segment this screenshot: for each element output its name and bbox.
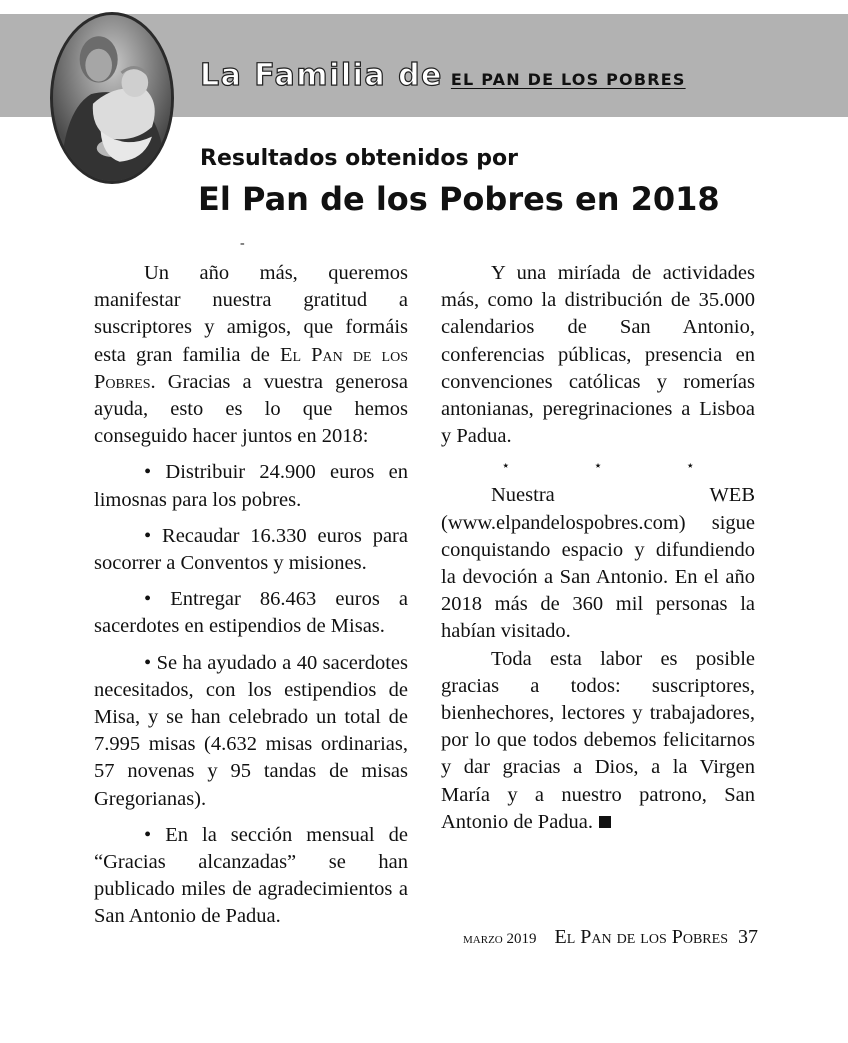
- closing-paragraph: [441, 646, 755, 836]
- web-paragraph: Nuestra WEB (www.elpandelospobres.com) sigue conquistando espacio y difundiendo la devoción a San Antonio. En el año 2018 más de 360 mil personas la habían visitado.: [441, 484, 755, 643]
- intro-text-b: . Gracias a vuestra generosa ayuda, esto es lo que hemos conseguido hacer juntos en 2018:: [94, 370, 408, 448]
- magazine-brand: [200, 58, 686, 93]
- closing-text: Toda esta labor es posible gracias a todos: suscriptores, bienhechores, lectores y trabajadores, por lo que todos debemos felicitarnos y dar gracias a Dios, a la Virgen María y a nuestro patrono, San Antonio de Padua.: [441, 647, 755, 833]
- bullet-convents: • Recaudar 16.330 euros para socorrer a Conventos y misiones.: [94, 524, 408, 575]
- article-kicker: Resultados obtenidos por: [200, 146, 518, 171]
- left-column: [94, 260, 408, 931]
- right-column: [441, 260, 755, 836]
- bullet-priests: • Se ha ayudado a 40 sacerdotes necesitados, con los estipendios de Misa, y se han celebrado un total de 7.995 misas (4.632 misas ordinarias, 57 novenas y 95 tandas de misas Gregorianas).: [94, 651, 408, 810]
- intro-text-a: Un año más, queremos manifestar nuestra gratitud a suscriptores y amigos, que formáis esta gran familia de: [94, 262, 408, 366]
- bullet-thanks: [94, 822, 408, 931]
- saint-anthony-medallion: [50, 12, 174, 184]
- intro-paragraph: [94, 260, 408, 450]
- end-of-article-mark: [599, 816, 611, 828]
- tick-mark: -: [240, 236, 245, 251]
- section-separator: ⋆ ⋆ ⋆: [501, 459, 735, 475]
- saint-anthony-with-child-illustration: [53, 15, 171, 181]
- activities-paragraph: Y una miríada de actividades más, como la distribución de 35.000 calendarios de San Antonio, conferencias públicas, presencia en convenciones católicas y romerías antonianas, peregrinaciones a Lisboa y Padua.: [441, 262, 755, 448]
- bullet-thanks-text: • En la sección mensual de “Gracias alcanzadas” se han publicado miles de agradecimientos a San Antonio de Padua.: [94, 823, 408, 928]
- article-title: El Pan de los Pobres en 2018: [198, 180, 720, 218]
- bullet-alms: • Distribuir 24.900 euros en limosnas para los pobres.: [94, 461, 408, 511]
- footer-magazine-name: El Pan de los Pobres: [554, 926, 728, 948]
- issue-date: marzo 2019: [463, 931, 537, 947]
- page-footer: [463, 926, 758, 949]
- brand-name: EL PAN DE LOS POBRES: [450, 70, 686, 89]
- page-number: 37: [738, 926, 758, 948]
- intro-magazine-name: El Pan de los Pobres: [94, 343, 408, 393]
- brand-prefix: La Familia de: [200, 58, 443, 93]
- bullet-mass-stipends: • Entregar 86.463 euros a sacerdotes en estipendios de Misas.: [94, 588, 408, 638]
